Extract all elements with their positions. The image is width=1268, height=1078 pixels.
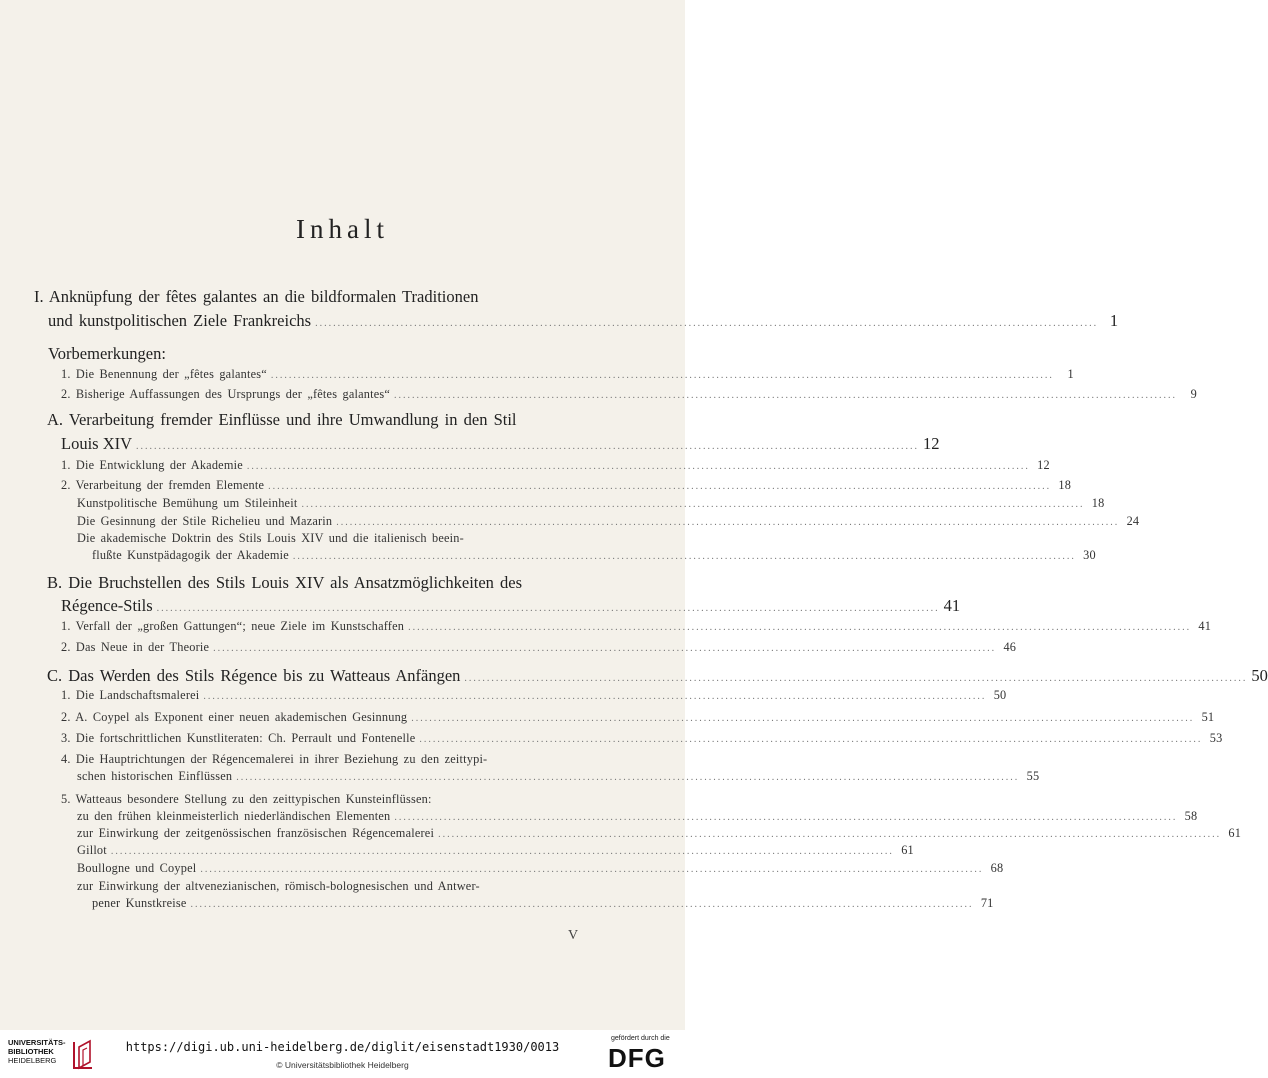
toc-entry[interactable] bbox=[77, 826, 1242, 841]
dot-leader: .............................................................................................................................................................................. bbox=[301, 499, 1085, 510]
dfg-funding-label: gefördert durch die bbox=[611, 1035, 670, 1042]
section-a-heading-line1: A. Verarbeitung fremder Einflüsse und ihre Umwandlung in den Stil bbox=[47, 410, 517, 429]
page-number: 12 bbox=[1037, 458, 1050, 472]
library-name-line2: BIBLIOTHEK bbox=[8, 1047, 54, 1056]
entry-title: Die Gesinnung der Stile Richelieu und Mazarin bbox=[77, 514, 333, 528]
dot-leader: .............................................................................................................................................................................. bbox=[408, 622, 1192, 633]
page-number: 61 bbox=[901, 843, 914, 857]
dot-leader: .............................................................................................................................................................................. bbox=[270, 370, 1054, 381]
dot-leader: .............................................................................................................................................................................. bbox=[411, 713, 1195, 724]
part-1-heading-line1: I. Anknüpfung der fêtes galantes an die bildformalen Traditionen bbox=[34, 287, 479, 306]
entry-title: Gillot bbox=[77, 843, 107, 857]
toc-entry[interactable] bbox=[77, 514, 1140, 529]
entry-title: 1. Die Entwicklung der Akademie bbox=[61, 458, 243, 472]
toc-entry[interactable] bbox=[61, 458, 1050, 473]
entry-title: 2. A. Coypel als Exponent einer neuen akademischen Gesinnung bbox=[61, 710, 408, 724]
entry-title: pener Kunstkreise bbox=[92, 896, 187, 910]
library-name-line3: HEIDELBERG bbox=[8, 1056, 57, 1065]
toc-entry-line1: Die akademische Doktrin des Stils Louis XIV und die italienisch beein- bbox=[77, 531, 464, 545]
dot-leader: .............................................................................................................................................................................. bbox=[268, 481, 1052, 492]
page-number: 53 bbox=[1209, 731, 1223, 745]
page-number: 58 bbox=[1184, 809, 1198, 823]
dot-leader: .............................................................................................................................................................................. bbox=[190, 899, 974, 910]
entry-title: und kunstpolitischen Ziele Frankreichs bbox=[48, 311, 312, 330]
entry-title: 2. Das Neue in der Theorie bbox=[61, 640, 210, 654]
dot-leader: .............................................................................................................................................................................. bbox=[336, 517, 1120, 528]
page-number: 9 bbox=[1190, 387, 1198, 401]
page-number: 18 bbox=[1058, 478, 1072, 492]
copyright-notice: © Universitätsbibliothek Heidelberg bbox=[276, 1060, 409, 1070]
section-c-heading[interactable] bbox=[47, 666, 1268, 686]
dot-leader: .............................................................................................................................................................................. bbox=[419, 734, 1203, 745]
page-number: 51 bbox=[1201, 710, 1215, 724]
toc-entry-line1: 4. Die Hauptrichtungen der Régencemalerei in ihrer Beziehung zu den zeittypi- bbox=[61, 752, 488, 766]
entry-title: Kunstpolitische Bemühung um Stileinheit bbox=[77, 496, 298, 510]
page-number: 41 bbox=[1198, 619, 1212, 633]
toc-entry[interactable] bbox=[61, 387, 1198, 402]
entry-title: 2. Verarbeitung der fremden Elemente bbox=[61, 478, 265, 492]
toc-entry[interactable] bbox=[61, 640, 1017, 655]
toc-entry[interactable] bbox=[61, 710, 1215, 725]
dot-leader: .............................................................................................................................................................................. bbox=[246, 461, 1030, 472]
part-1-heading-line2[interactable] bbox=[48, 311, 1119, 331]
section-b-heading-line2[interactable] bbox=[61, 596, 961, 616]
section-a-heading-line2[interactable] bbox=[61, 434, 940, 454]
folio-number: V bbox=[568, 928, 579, 943]
toc-entry[interactable] bbox=[61, 619, 1212, 634]
toc-entry[interactable] bbox=[92, 548, 1096, 563]
dot-leader: .............................................................................................................................................................................. bbox=[315, 318, 1099, 329]
page-number: 1 bbox=[1109, 311, 1119, 330]
toc-entry[interactable] bbox=[77, 496, 1105, 511]
toc-entry[interactable] bbox=[92, 896, 994, 911]
entry-title: Louis XIV bbox=[61, 434, 133, 453]
dot-leader: .............................................................................................................................................................................. bbox=[292, 551, 1076, 562]
dot-leader: .............................................................................................................................................................................. bbox=[236, 772, 1020, 783]
entry-title: Régence-Stils bbox=[61, 596, 153, 615]
toc-entry[interactable] bbox=[61, 688, 1007, 703]
entry-title: 1. Die Landschaftsmalerei bbox=[61, 688, 200, 702]
dot-leader: .............................................................................................................................................................................. bbox=[464, 673, 1248, 684]
toc-entry[interactable] bbox=[61, 731, 1223, 746]
page-number: 41 bbox=[943, 596, 961, 615]
toc-entry[interactable] bbox=[61, 478, 1072, 493]
entry-title: zur Einwirkung der zeitgenössischen französischen Régencemalerei bbox=[77, 826, 435, 840]
page-number: 71 bbox=[980, 896, 994, 910]
entry-title: schen historischen Einflüssen bbox=[77, 769, 233, 783]
page-number: 46 bbox=[1003, 640, 1017, 654]
dot-leader: .............................................................................................................................................................................. bbox=[136, 441, 920, 452]
entry-title: 2. Bisherige Auffassungen des Ursprungs der „fêtes galantes“ bbox=[61, 387, 391, 401]
dot-leader: .............................................................................................................................................................................. bbox=[213, 643, 997, 654]
dot-leader: .............................................................................................................................................................................. bbox=[200, 864, 984, 875]
viewer-footer bbox=[0, 1030, 685, 1078]
toc-entry-line1: zur Einwirkung der altvenezianischen, römisch-bolognesischen und Antwer- bbox=[77, 879, 480, 893]
dot-leader: .............................................................................................................................................................................. bbox=[156, 603, 940, 614]
dot-leader: .............................................................................................................................................................................. bbox=[438, 829, 1222, 840]
vorbemerkungen-heading: Vorbemerkungen: bbox=[48, 344, 166, 363]
entry-title: flußte Kunstpädagogik der Akademie bbox=[92, 548, 289, 562]
toc-entry[interactable] bbox=[77, 861, 1004, 876]
page-number: 61 bbox=[1228, 826, 1242, 840]
permalink-url[interactable]: https://digi.ub.uni-heidelberg.de/diglit/eisenstadt1930/0013 bbox=[125, 1040, 560, 1054]
page-number: 50 bbox=[993, 688, 1007, 702]
page-number: 68 bbox=[990, 861, 1004, 875]
page-title: Inhalt bbox=[296, 214, 389, 244]
toc-entry-line1: 5. Watteaus besondere Stellung zu den zeittypischen Kunsteinflüssen: bbox=[61, 792, 432, 806]
entry-title: 1. Verfall der „großen Gattungen“; neue Ziele im Kunstschaffen bbox=[61, 619, 405, 633]
section-b-heading-line1: B. Die Bruchstellen des Stils Louis XIV als Ansatzmöglichkeiten des bbox=[47, 573, 523, 592]
page-number: 12 bbox=[923, 434, 940, 453]
page-number: 55 bbox=[1026, 769, 1040, 783]
dot-leader: .............................................................................................................................................................................. bbox=[394, 390, 1178, 401]
page-number: 30 bbox=[1083, 548, 1096, 562]
library-name-line1: UNIVERSITÄTS- bbox=[8, 1038, 66, 1047]
page-number: 18 bbox=[1091, 496, 1105, 510]
page-number: 24 bbox=[1126, 514, 1140, 528]
entry-title: Boullogne und Coypel bbox=[77, 861, 197, 875]
toc-entry[interactable] bbox=[77, 809, 1198, 824]
entry-title: 3. Die fortschrittlichen Kunstliteraten: Ch. Perrault und Fontenelle bbox=[61, 731, 416, 745]
page-number: 1 bbox=[1067, 367, 1074, 381]
toc-entry[interactable] bbox=[61, 367, 1074, 382]
dfg-logo[interactable]: DFG bbox=[608, 1043, 666, 1073]
entry-title: 1. Die Benennung der „fêtes galantes“ bbox=[61, 367, 267, 381]
toc-entry[interactable] bbox=[77, 769, 1040, 784]
entry-title: C. Das Werden des Stils Régence bis zu Watteaus Anfängen bbox=[47, 666, 461, 685]
dot-leader: .............................................................................................................................................................................. bbox=[110, 846, 894, 857]
entry-title: zu den frühen kleinmeisterlich niederländischen Elementen bbox=[77, 809, 391, 823]
toc-entry[interactable] bbox=[77, 843, 914, 858]
dot-leader: .............................................................................................................................................................................. bbox=[203, 691, 987, 702]
page-number: 50 bbox=[1251, 666, 1268, 685]
dot-leader: .............................................................................................................................................................................. bbox=[394, 812, 1178, 823]
